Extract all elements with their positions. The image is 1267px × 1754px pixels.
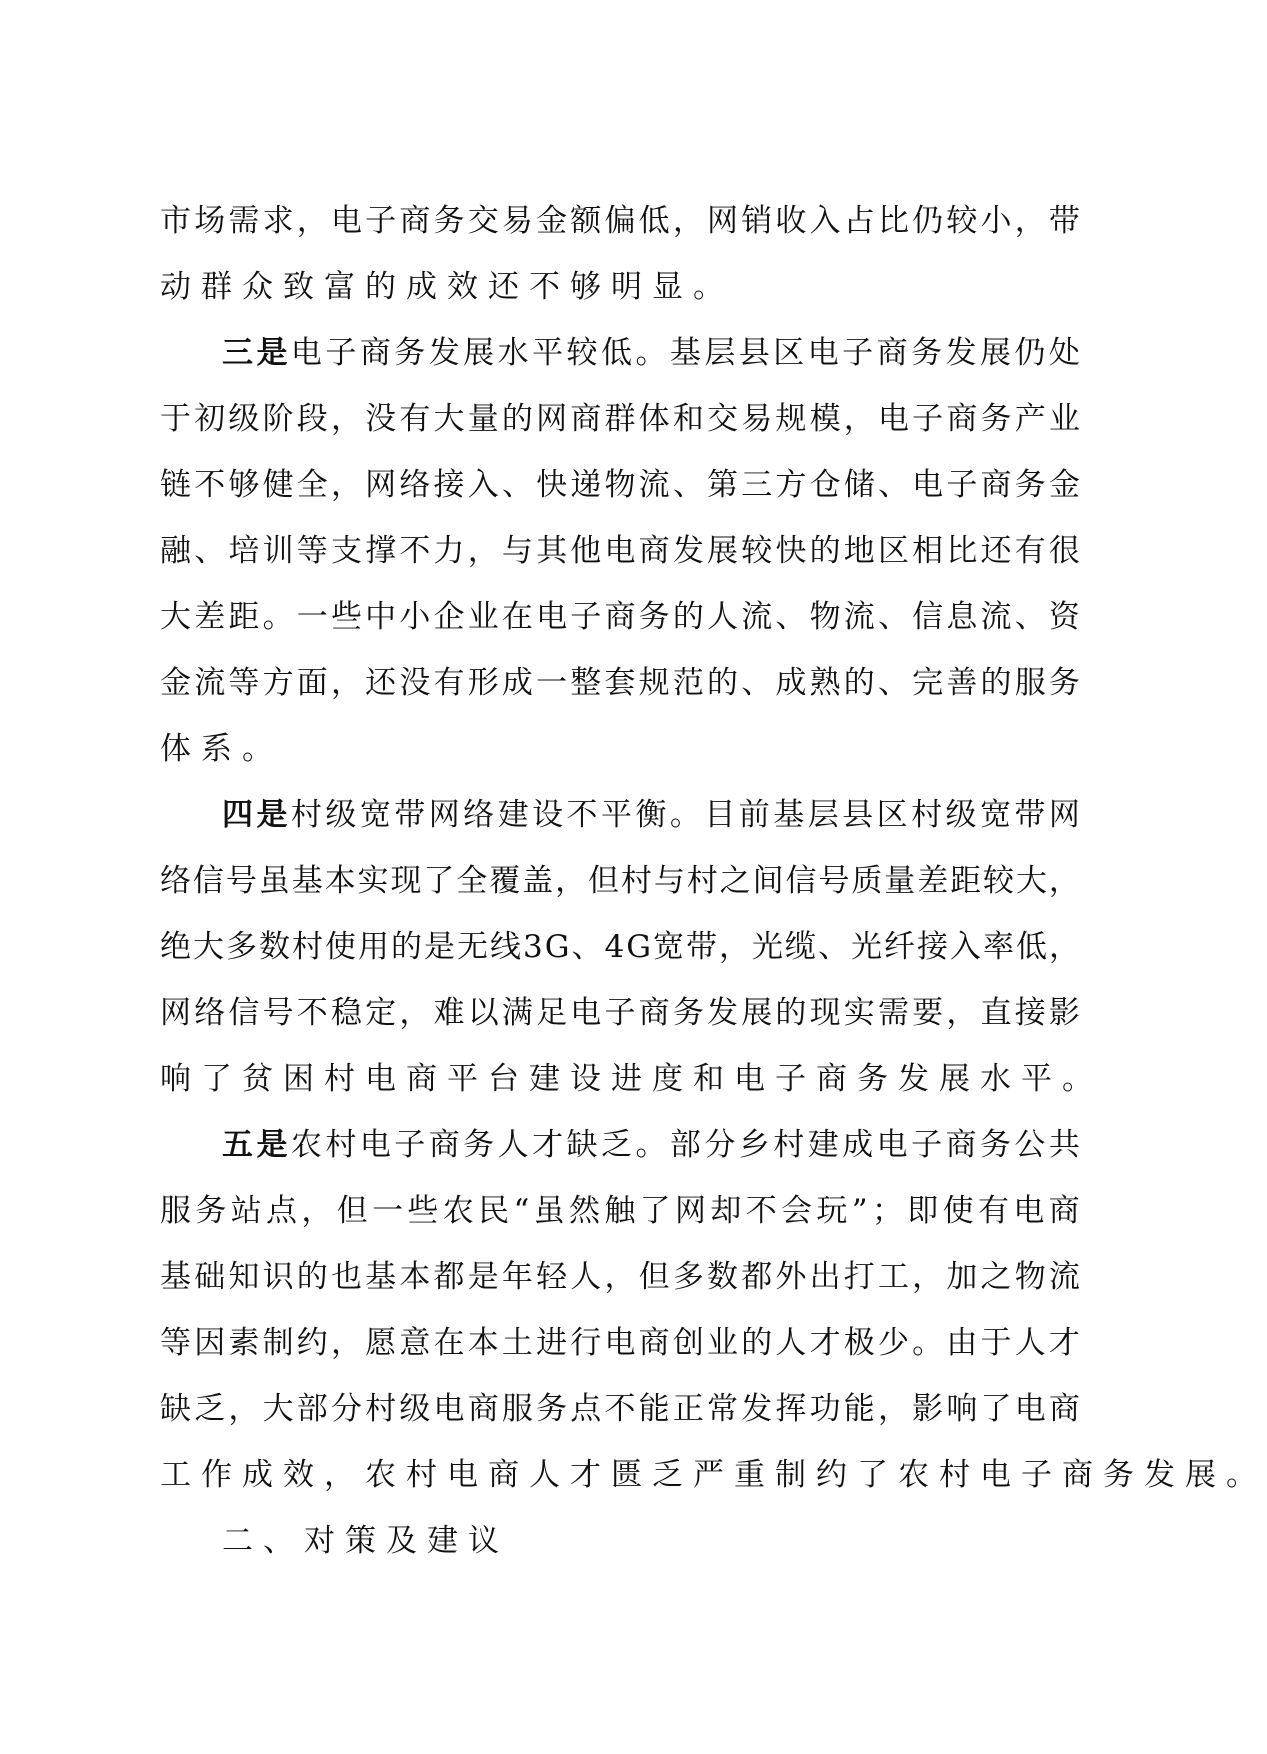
text-line: 融 、 培 训 等 支 撑 不 力 ， 与 其 他 电 商 发 展 较 快 的 地 区 相 比 还 有 很: [160, 533, 1080, 569]
text-line: 四 是 村 级 宽 带 网 络 建 设 不 平 衡 。 目 前 基 层 县 区 村 级 宽 带 网: [222, 797, 1080, 833]
text-line: 络 信 号 虽 基 本 实 现 了 全 覆 盖 ， 但 村 与 村 之 间 信 号 质 量 差 距 较 大 ，: [160, 863, 1080, 899]
text-line: 等 因 素 制 约 ， 愿 意 在 本 土 进 行 电 商 创 业 的 人 才 极 少 。 由 于 人 才: [160, 1325, 1080, 1361]
text-line: 缺 乏 ， 大 部 分 村 级 电 商 服 务 点 不 能 正 常 发 挥 功 能 ， 影 响 了 电 商: [160, 1391, 1080, 1427]
paragraph-continuation: [160, 188, 1080, 320]
text-line: 服 务 站 点 ， 但 一 些 农 民 “ 虽 然 触 了 网 却 不 会 玩 ” ； 即 使 有 电 商: [160, 1193, 1080, 1229]
text-line: 市 场 需 求 ， 电 子 商 务 交 易 金 额 偏 低 ， 网 销 收 入 占 比 仍 较 小 ， 带: [160, 203, 1080, 239]
paragraph-point-four: [160, 782, 1103, 1112]
text-line: 金 流 等 方 面 ， 还 没 有 形 成 一 整 套 规 范 的 、 成 熟 的 、 完 善 的 服 务: [160, 665, 1080, 701]
text-line: 五 是 农 村 电 子 商 务 人 才 缺 乏 。 部 分 乡 村 建 成 电 子 商 务 公 共: [222, 1127, 1080, 1163]
text-line: 于 初 级 阶 段 ， 没 有 大 量 的 网 商 群 体 和 交 易 规 模 ， 电 子 商 务 产 业: [160, 401, 1080, 437]
paragraph-point-three: [160, 320, 1080, 782]
text-line: 网 络 信 号 不 稳 定 ， 难 以 满 足 电 子 商 务 发 展 的 现 实 需 要 ， 直 接 影: [160, 995, 1080, 1031]
section-heading: [160, 1508, 1080, 1574]
text-line: 链 不 够 健 全 ， 网 络 接 入 、 快 递 物 流 、 第 三 方 仓 储 、 电 子 商 务 金: [160, 467, 1080, 503]
text-line: 二 、 对 策 及 建 议: [222, 1523, 509, 1559]
text-line: 基 础 知 识 的 也 基 本 都 是 年 轻 人 ， 但 多 数 都 外 出 打 工 ， 加 之 物 流: [160, 1259, 1080, 1295]
text-line: 绝 大 多 数 村 使 用 的 是 无 线 3 G 、 4 G 宽 带 ， 光 缆 、 光 纤 接 入 率 低 ，: [160, 929, 1080, 965]
document-body: [160, 188, 1267, 1574]
text-line: 动 群 众 致 富 的 成 效 还 不 够 明 显 。: [160, 269, 734, 305]
text-line: 体 系 。: [160, 731, 283, 767]
text-line: 工 作 成 效 ， 农 村 电 商 人 才 匮 乏 严 重 制 约 了 农 村 电 子 商 务 发 展 。: [160, 1457, 1267, 1493]
text-line: 响 了 贫 困 村 电 商 平 台 建 设 进 度 和 电 子 商 务 发 展 水 平 。: [160, 1061, 1103, 1097]
paragraph-point-five: [160, 1112, 1267, 1508]
text-line: 三 是 电 子 商 务 发 展 水 平 较 低 。 基 层 县 区 电 子 商 务 发 展 仍 处: [222, 335, 1080, 371]
text-line: 大 差 距 。 一 些 中 小 企 业 在 电 子 商 务 的 人 流 、 物 流 、 信 息 流 、 资: [160, 599, 1080, 635]
